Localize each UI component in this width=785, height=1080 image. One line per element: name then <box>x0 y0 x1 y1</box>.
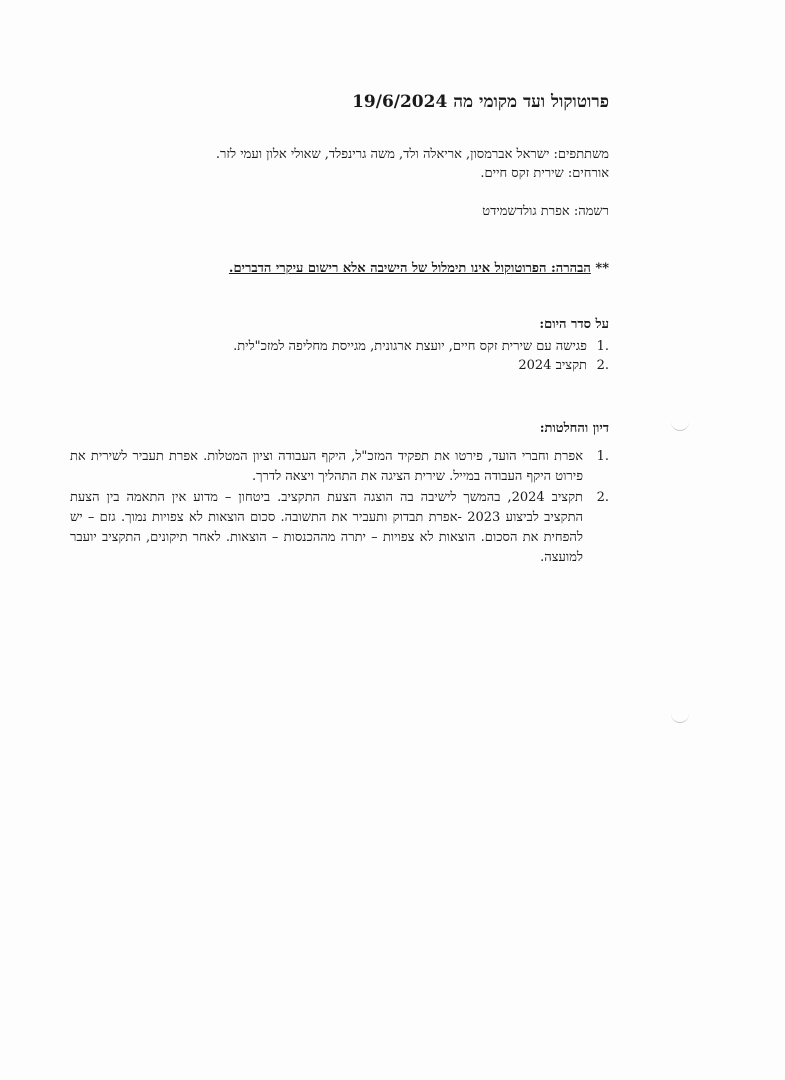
disclaimer-text: הבהרה: הפרוטוקול אינו תימלול של הישיבה אלא רישום עיקרי הדברים. <box>228 261 591 276</box>
discussion-item <box>70 447 609 487</box>
disclaimer-stars: ** <box>590 261 609 276</box>
discussion-heading: דיון והחלטות: <box>539 421 609 436</box>
discussion-item-number: .2 <box>596 490 609 505</box>
agenda-item-text: פגישה עם שירית זקס חיים, יועצת ארגונית, מגייסת מחליפה למזכ"לית. <box>233 339 587 354</box>
agenda-item-number: .1 <box>596 339 609 354</box>
agenda-item-text: תקציב 2024 <box>518 358 587 373</box>
participants-line: משתתפים: ישראל אברמסון, אריאלה ולד, משה גרינפלד, שאולי אלון ועמי לזר. <box>215 147 609 162</box>
document-title: פרוטוקול ועד מקומי מה 19/6/2024 <box>352 92 609 112</box>
punch-hole-mark <box>671 420 689 431</box>
punch-hole-mark <box>671 712 689 723</box>
discussion-item-number: .1 <box>596 449 609 464</box>
disclaimer <box>229 260 609 276</box>
discussion-item-text: תקציב 2024, בהמשך לישיבה בה הוצגה הצעת התקציב. ביטחון – מדוע אין התאמה בין הצעת התקציב לביצוע 2023 -אפרת תבדוק ותעביר את התשובה. סכום הוצאות לא צפויות נמוך. גזם – יש להפחית את הסכום. הוצאות לא צפויות – יתרה מההכנסות – הוצאות. לאחר תיקונים, התקציב יועבר למועצה. <box>70 490 583 565</box>
agenda-item <box>518 357 609 373</box>
agenda-item-number: .2 <box>596 358 609 373</box>
discussion-item <box>70 488 609 568</box>
recorder-line: רשמה: אפרת גולדשמידט <box>482 204 609 219</box>
guests-line: אורחים: שירית זקס חיים. <box>480 166 609 181</box>
discussion-item-text: אפרת וחברי הועד, פירטו את תפקיד המזכ"ל, היקף העבודה וציון המטלות. אפרת תעביר לשירית את פירוט היקף העבודה במייל. שירית הציגה את התהליך ויצאה לדרך. <box>70 449 583 484</box>
agenda-item <box>233 338 609 354</box>
agenda-heading: על סדר היום: <box>539 317 609 332</box>
